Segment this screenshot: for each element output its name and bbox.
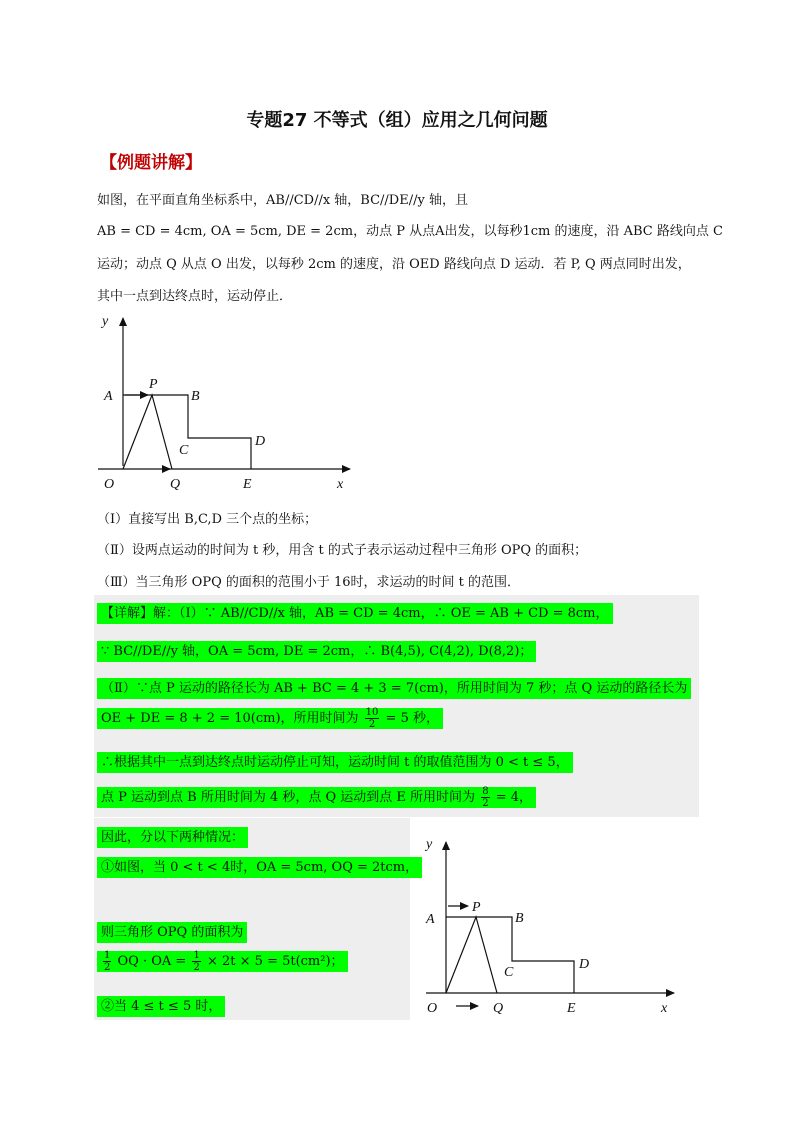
fraction-half [192,950,200,973]
label-p: P [149,377,158,392]
solution-line-6-tail: = 4， [495,790,532,805]
fraction-10-2 [365,707,380,730]
fraction-numerator: 10 [365,707,379,718]
fraction-denominator: 2 [193,962,200,973]
problem-line-2: AB = CD = 4cm, OA = 5cm, DE = 2cm，动点 P 从点A出发，以每秒1cm 的速度，沿 ABC 路线向点 C [97,224,723,239]
label-o: O [427,1001,438,1016]
solution-line-10 [97,951,348,972]
label-y: y [426,837,433,852]
label-b: B [515,911,524,926]
solution-line-6 [97,787,536,808]
fraction-numerator: 1 [193,950,200,961]
label-x: x [661,1001,668,1016]
fraction-denominator: 2 [104,962,111,973]
solution-line-11: ②当 4 ≤ t ≤ 5 时， [97,996,225,1017]
label-d: D [255,434,266,449]
label-y: y [102,314,109,329]
coordinate-figure-2 [420,830,690,1022]
solution-line-5: ∴根据其中一点到达终点时运动停止可知，运动时间 t 的取值范围为 0 < t ≤ 5， [97,752,573,773]
label-q: Q [493,1001,504,1016]
question-2: （Ⅱ）设两点运动的时间为 t 秒，用含 t 的式子表示运动过程中三角形 OPQ 的面积； [97,543,588,558]
document-title: 专题27 不等式（组）应用之几何问题 [246,110,548,131]
solution-line-9: 则三角形 OPQ 的面积为 [97,922,247,943]
solution-line-10-tail: × 2t × 5 = 5t(cm²)； [206,954,344,969]
solution-band-left [94,818,410,1020]
fraction-half [103,950,111,973]
problem-line-1: 如图，在平面直角坐标系中，AB//CD//x 轴，BC//DE//y 轴，且 [97,193,468,208]
label-c: C [504,965,514,980]
solution-line-8: ①如图，当 0 < t < 4时，OA = 5cm, OQ = 2tcm， [97,857,422,878]
label-q: Q [170,477,181,492]
solution-line-3: （Ⅱ）∵点 P 运动的路径长为 AB + BC = 4 + 3 = 7(cm)，所用时间为 7 秒；点 Q 运动的路径长为 [97,678,691,699]
label-p: P [472,900,481,915]
label-e: E [567,1001,576,1016]
label-d: D [579,957,590,972]
question-1: （Ⅰ）直接写出 B,C,D 三个点的坐标； [97,512,318,527]
solution-band-top [94,595,699,817]
solution-line-6-text: 点 P 运动到点 B 所用时间为 4 秒，点 Q 运动到点 E 所用时间为 [101,790,476,805]
triangle-opq [123,395,172,469]
coordinate-figure-1 [90,308,360,500]
solution-line-7: 因此，分以下两种情况： [97,827,248,848]
label-x: x [337,477,344,492]
label-c: C [179,443,189,458]
fraction-8-2 [481,786,489,809]
problem-line-4: 其中一点到达终点时，运动停止． [97,289,293,304]
fraction-numerator: 1 [104,950,111,961]
label-e: E [243,477,252,492]
triangle-opq [446,917,497,993]
solution-line-10-text: OQ · OA = [117,954,187,969]
solution-line-4-tail: = 5 秒， [385,711,439,726]
label-a: A [426,912,435,927]
fraction-denominator: 2 [368,719,376,730]
problem-line-3: 运动；动点 Q 从点 O 出发，以每秒 2cm 的速度，沿 OED 路线向点 D 运动．若 P, Q 两点同时出发， [97,257,691,272]
fraction-numerator: 8 [482,786,489,797]
solution-line-4-text: OE + DE = 8 + 2 = 10(cm)，所用时间为 [101,711,359,726]
solution-line-1: 【详解】解：（Ⅰ）∵ AB//CD//x 轴，AB = CD = 4cm，∴ OE = AB + CD = 8cm， [97,603,613,624]
label-b: B [191,389,200,404]
fraction-denominator: 2 [482,798,489,809]
solution-line-4 [97,708,443,729]
label-o: O [104,477,115,492]
label-a: A [104,389,113,404]
section-heading: 【例题讲解】 [100,153,202,173]
path-abcde [446,917,574,993]
solution-line-2: ∵ BC//DE//y 轴，OA = 5cm, DE = 2cm，∴ B(4,5), C(4,2), D(8,2)； [97,641,536,662]
question-3: （Ⅲ）当三角形 OPQ 的面积的范围小于 16时，求运动的时间 t 的范围． [97,575,521,590]
